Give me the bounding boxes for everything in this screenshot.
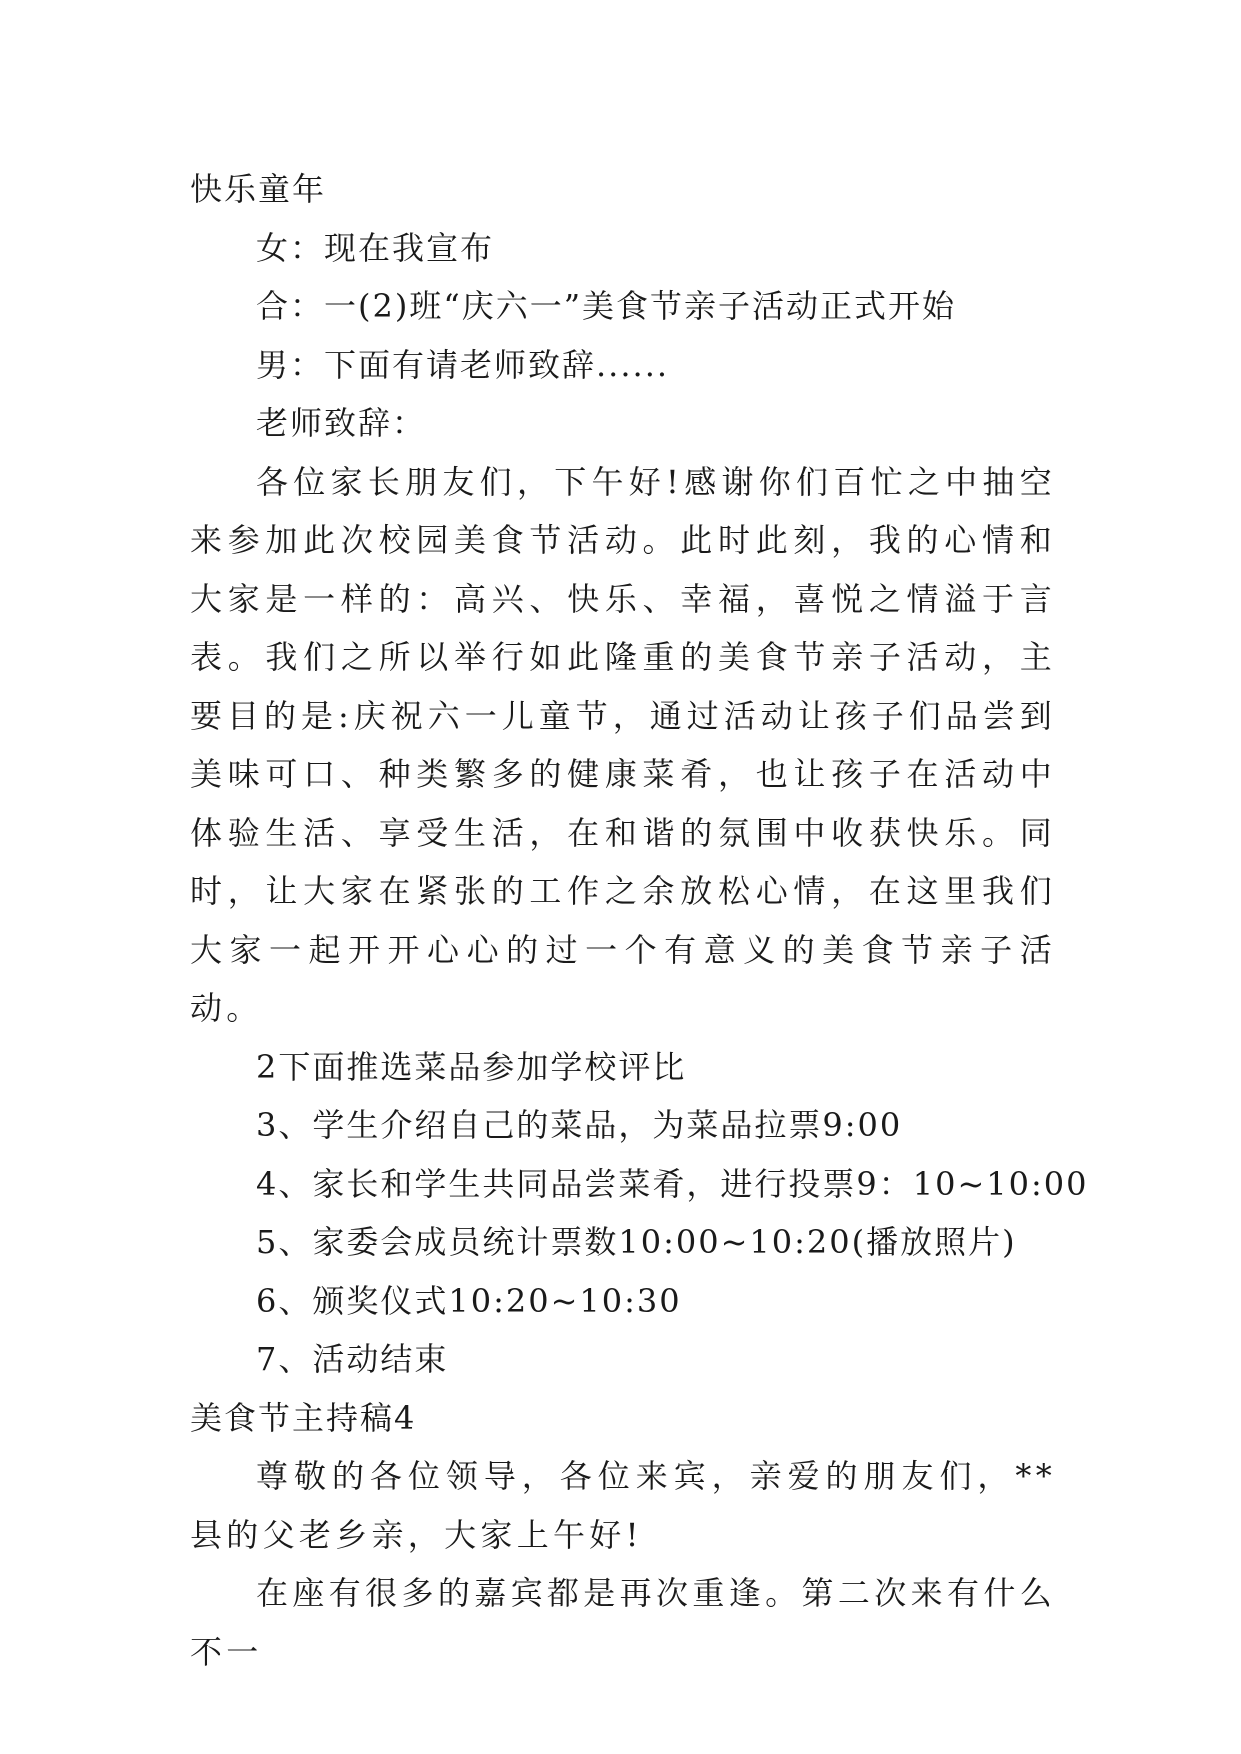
closing-paragraph: 在座有很多的嘉宾都是再次重逢。第二次来有什么不一	[190, 1574, 1056, 1671]
greeting-paragraph: 尊敬的各位领导，各位来宾，亲爱的朋友们，**县的父老乡亲，大家上午好!	[190, 1457, 1056, 1554]
teacher-speech-paragraph: 各位家长朋友们，下午好!感谢你们百忙之中抽空来参加此次校园美食节活动。此时此刻，我的心情和大家是一样的：高兴、快乐、幸福，喜悦之情溢于言表。我们之所以举行如此隆重的美食节亲子活动，主要目的是:庆祝六一儿童节，通过活动让孩子们品尝到美味可口、种类繁多的健康菜肴，也让孩子在活动中体验生活、享受生活，在和谐的氛围中收获快乐。同时，让大家在紧张的工作之余放松心情，在这里我们大家一起开开心心的过一个有意义的美食节亲子活动。	[190, 462, 1056, 1027]
agenda-item: 4、家长和学生共同品尝菜肴，进行投票9：10~10:00	[256, 1164, 1089, 1203]
agenda-item: 3、学生介绍自己的菜品，为菜品拉票9:00	[256, 1106, 903, 1144]
document-body	[190, 160, 1089, 1681]
teacher-speech-label: 老师致辞：	[256, 404, 427, 442]
section-title-food-festival-script: 美食节主持稿4	[190, 1398, 417, 1437]
agenda-item: 2下面推选菜品参加学校评比	[256, 1047, 687, 1086]
agenda-item: 7、活动结束	[256, 1340, 449, 1378]
agenda-item: 6、颁奖仪式10:20~10:30	[256, 1281, 682, 1320]
dialogue-line-together: 合：一(2)班“庆六一”美食节亲子活动正式开始	[256, 287, 957, 325]
dialogue-line-female: 女：现在我宣布	[256, 228, 495, 267]
dialogue-line-male: 男：下面有请老师致辞......	[256, 345, 670, 384]
section-title-happy-childhood: 快乐童年	[190, 170, 327, 208]
agenda-item: 5、家委会成员统计票数10:00~10:20(播放照片)	[256, 1223, 1017, 1261]
